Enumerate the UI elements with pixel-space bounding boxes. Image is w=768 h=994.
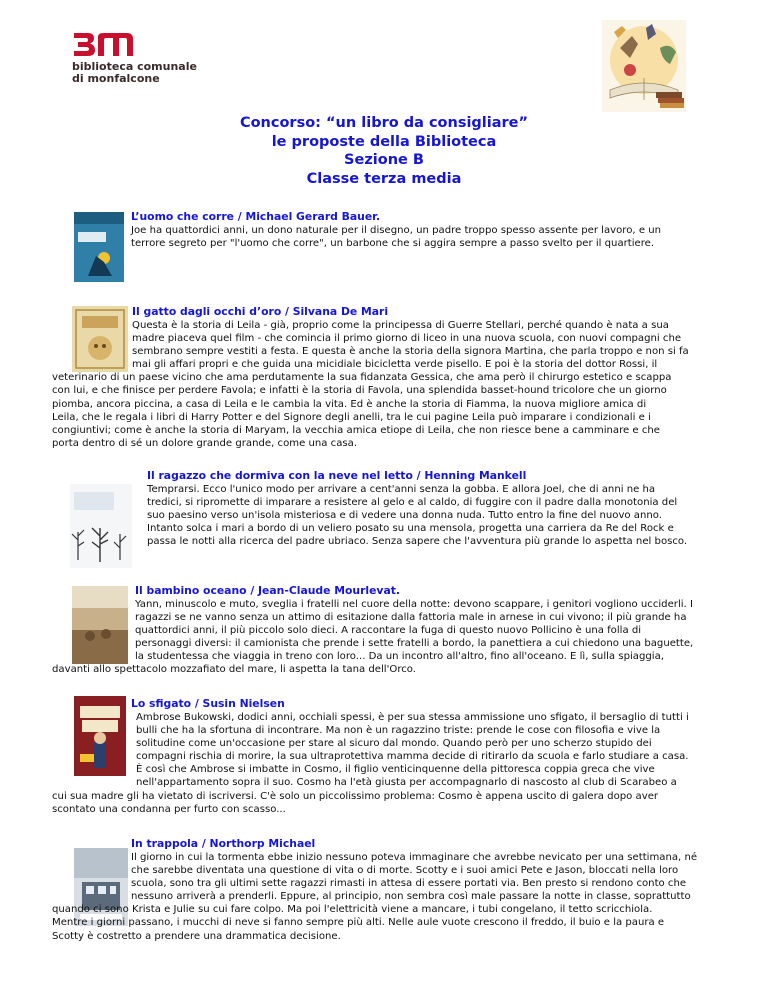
books-collage-illustration xyxy=(600,18,688,114)
description-line: congiuntivi; come è anche la storia di Maryam, la vecchia amica etiope di Leila, che non riesce bene a camminare e che xyxy=(52,424,661,436)
description-line: passa le notti alla ricerca del padre ubriaco. Senza sapere che l'avventura più grande lo aspetta nel bosco. xyxy=(147,536,688,548)
description-line: bulli che ha la sfortuna di incontrare. Ma non è un ragazzino triste: prende le cose con filosofia e vive la xyxy=(136,725,661,737)
book-description xyxy=(52,319,720,450)
library-name xyxy=(72,61,197,85)
book-description xyxy=(52,711,720,816)
description-line: tredici, si ripromette di imparare a resistere al gelo e al caldo, di fuggire con il padre dalla monotonia del xyxy=(147,497,678,509)
book-description xyxy=(52,598,720,677)
description-line: che sarebbe diventata una questione di vita o di morte. Scotty e i suoi amici Pete e Jason, bloccati nella loro xyxy=(131,865,679,877)
description-line: nessuno arriverà a prenderli. Eppure, al principio, non sembra così male passare la notte in classe, soprattutto xyxy=(131,891,691,903)
book-heading: In trappola / Northorp Michael xyxy=(131,837,316,850)
book-entry xyxy=(52,584,720,677)
description-line: Temprarsi. Ecco l'unico modo per arrivare a cent'anni senza la gobba. E allora Joel, che di anni ne ha xyxy=(147,484,656,495)
book-description xyxy=(131,224,731,250)
description-line: scontato una condanna per furto con scasso... xyxy=(52,803,286,815)
book-heading: L’uomo che corre / Michael Gerard Bauer. xyxy=(131,210,381,223)
description-line: compagni rischia di morire, la sua ultraprotettiva mamma decide di ritirarlo da scuola e farlo studiare a casa. xyxy=(136,751,689,763)
description-line: Scotty è costretto a prendere una drammatica decisione. xyxy=(52,930,341,942)
description-line: quattordici anni, il più piccolo solo dieci. A raccontare la fuga di questo nuovo Pollicino è una folla di xyxy=(135,625,642,637)
description-line: ragazzi se ne vanno senza un attimo di esitazione dalla fattoria male in arnese in cui vivono; il più grande ha xyxy=(135,612,687,624)
description-line: davanti allo spettacolo mozzafiato del mare, li aspetta la tana dell'Orco. xyxy=(52,664,417,676)
title-line-4: Classe terza media xyxy=(306,170,462,187)
description-line: Intanto solca i mari a bordo di un veliero posato su una mensola, progetta una carriera da Re del Rock e xyxy=(147,523,674,535)
description-line: con lui, e che finisce per perdere Favola; e infatti è la storia di Favola, una splendida basset-hound tricolore che un giorno xyxy=(52,385,667,397)
description-line: mai gli affari propri e che guida una micidiale bicicletta verde pisello. E poi è la storia del dottor Rossi, il xyxy=(132,359,658,371)
book-heading: Il ragazzo che dormiva con la neve nel letto / Henning Mankell xyxy=(147,469,527,482)
library-name-line2: di monfalcone xyxy=(72,72,160,85)
contest-title xyxy=(150,114,618,188)
description-line: Yann, minuscolo e muto, sveglia i fratelli nel cuore della notte: devono scappare, i genitori vogliono ucciderli. I xyxy=(135,599,693,610)
bm-logo-icon xyxy=(72,30,136,58)
description-line: quando ci sono Krista e Julie su cui fare colpo. Ma poi l'elettricità viene a mancare, i tubi congelano, il tetto scricchiola. xyxy=(52,904,653,916)
book-heading: Il gatto dagli occhi d’oro / Silvana De Mari xyxy=(132,305,389,318)
description-line: Leila, che le regala i libri di Harry Potter e del Signore degli anelli, tra le cui pagine Leila può imparare i condizionali e i xyxy=(52,411,651,423)
description-line: solitudine come un'occasione per stare al sicuro dal mondo. Quando però per uno scherzo stupido dei xyxy=(136,738,652,750)
book-description xyxy=(147,483,727,548)
book-entry xyxy=(147,469,727,548)
book-entry xyxy=(131,210,731,250)
title-line-3: Sezione B xyxy=(344,152,424,168)
book-entry xyxy=(52,837,720,943)
book-description xyxy=(52,851,720,943)
description-line: Joe ha quattordici anni, un dono naturale per il disegno, un padre troppo spesso assente per lavoro, e un xyxy=(131,225,662,236)
book-entry xyxy=(52,697,720,816)
description-line: la studentessa che viaggia in treno con loro... Da un incontro all'altro, fino all'oceano. E lì, sulla spiaggia, xyxy=(135,651,664,663)
description-line: terrore segreto per "l'uomo che corre", un barbone che si aggira sempre a passo svelto per il quartiere. xyxy=(131,238,655,250)
library-logo xyxy=(72,30,232,90)
description-line: cui sua madre gli ha vietato di iscriversi. C'è solo un piccolissimo problema: Cosmo è appena uscito di galera dopo aver xyxy=(52,790,659,802)
description-line: Questa è la storia di Leila - già, proprio come la principessa di Guerre Stellari, perché quando è nata a sua xyxy=(132,320,669,331)
book-cover-uomo-che-corre xyxy=(74,212,124,282)
description-line: Ambrose Bukowski, dodici anni, occhiali spessi, è per sua stessa ammissione uno sfigato, il bersaglio di tutti i xyxy=(136,712,689,723)
description-line: suo paesino verso un'isola misteriosa e di vedere una donna nuda. Tutto entro la fine del nuovo anno. xyxy=(147,510,662,522)
description-line: madre piaceva quel film - che comincia il primo giorno di liceo in una nuova scuola, con nuovi compagni che xyxy=(132,333,682,345)
title-line-2: le proposte della Biblioteca xyxy=(271,133,497,150)
description-line: porta dentro di sé un dolore grande grande, come una casa. xyxy=(52,437,358,449)
description-line: È così che Ambrose si imbatte in Cosmo, il figlio venticinquenne della pittoresca coppia greca che vive xyxy=(136,764,655,776)
description-line: nell'appartamento sopra il suo. Cosmo ha l'età giusta per accompagnarlo di nascosto al club di Scarabeo a xyxy=(136,777,677,789)
book-cover-ragazzo-neve xyxy=(70,484,132,568)
description-line: sembrano sempre vestiti a festa. E questa è anche la storia della signora Martina, che parla troppo e non si fa xyxy=(132,346,689,358)
library-name-line1: biblioteca comunale xyxy=(72,60,197,73)
description-line: piomba, ancora piccina, a casa di Leila e le cambia la vita. Ed è anche la storia di Fiamma, la nuova migliore amica di xyxy=(52,398,647,410)
title-line-1: Concorso: “un libro da consigliare” xyxy=(239,115,529,131)
description-line: veterinario di un paese vicino che ama perdutamente la sua fidanzata Gessica, che ama però il chirurgo estetico e scappa xyxy=(52,372,672,384)
book-heading: Lo sfigato / Susin Nielsen xyxy=(131,697,285,710)
description-line: personaggi diversi: il camionista che prende i sette fratelli a bordo, la panettiera a cui chiedono una baguette, xyxy=(135,638,694,650)
description-line: Il giorno in cui la tormenta ebbe inizio nessuno poteva immaginare che avrebbe nevicato per una settimana, né xyxy=(131,852,698,863)
book-entry xyxy=(52,305,720,450)
book-heading: Il bambino oceano / Jean-Claude Mourlevat. xyxy=(135,584,401,597)
description-line: Mentre i giorni passano, i mucchi di neve si fanno sempre più alti. Nelle aule vuote crescono il freddo, il buio e la paura e xyxy=(52,917,665,929)
description-line: scuola, sono tra gli ultimi sette ragazzi rimasti in attesa di essere portati via. Ben presto si rendono conto che xyxy=(131,878,687,890)
